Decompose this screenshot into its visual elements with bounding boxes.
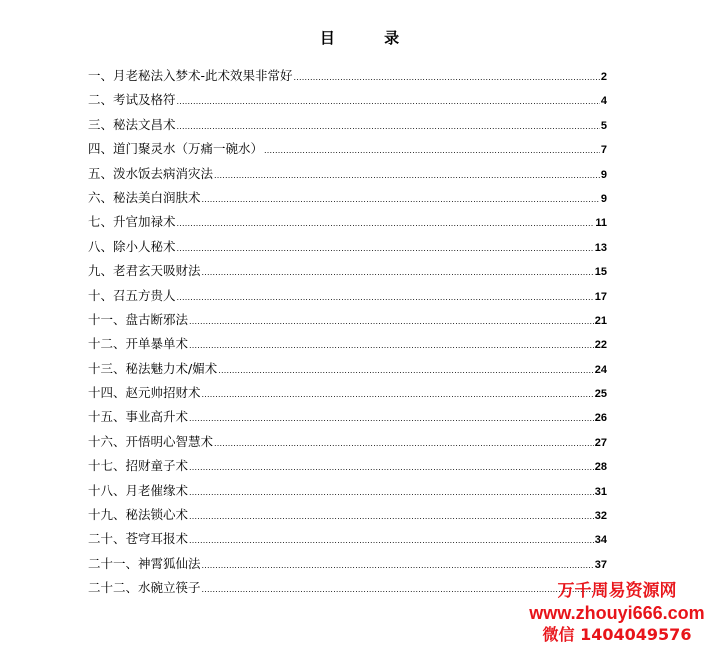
toc-entry[interactable] bbox=[88, 286, 607, 310]
toc-entry[interactable] bbox=[88, 115, 607, 139]
toc-entry[interactable] bbox=[88, 139, 607, 163]
toc-page-number: 37 bbox=[594, 558, 607, 571]
toc-entry-title: 二十、苍穹耳报术 bbox=[88, 531, 189, 547]
toc-leader-dots bbox=[218, 361, 594, 381]
page-title: 目 录 bbox=[319, 29, 422, 47]
toc-entry-title: 十三、秘法魅力术/媚术 bbox=[88, 360, 218, 376]
table-of-contents bbox=[88, 66, 607, 603]
toc-entry[interactable] bbox=[88, 237, 607, 261]
toc-leader-dots bbox=[214, 166, 600, 186]
toc-leader-dots bbox=[177, 214, 595, 234]
toc-leader-dots bbox=[202, 190, 600, 210]
toc-entry[interactable] bbox=[88, 554, 607, 578]
toc-entry-title: 五、泼水饭去病消灾法 bbox=[88, 165, 214, 181]
toc-entry[interactable] bbox=[88, 66, 607, 90]
toc-entry-title: 一、月老秘法入梦术-此术效果非常好 bbox=[88, 68, 293, 83]
toc-leader-dots bbox=[189, 507, 594, 527]
toc-page-number: 7 bbox=[600, 144, 607, 157]
watermark-site-name: 万千周易资源网 bbox=[557, 581, 677, 601]
toc-page-number: 11 bbox=[595, 217, 607, 230]
toc-entry-title: 七、升官加禄术 bbox=[88, 214, 176, 230]
toc-entry[interactable] bbox=[88, 432, 607, 456]
toc-leader-dots bbox=[202, 385, 594, 405]
toc-leader-dots bbox=[202, 263, 594, 283]
watermark-url: www.zhouyi666.com bbox=[529, 603, 705, 623]
toc-page-number: 9 bbox=[600, 192, 607, 205]
toc-page-number: 28 bbox=[594, 461, 607, 474]
toc-page-number: 5 bbox=[600, 119, 607, 132]
toc-entry[interactable] bbox=[88, 407, 607, 431]
toc-entry-title: 十七、招财童子术 bbox=[88, 458, 189, 474]
toc-entry[interactable] bbox=[88, 505, 607, 529]
toc-entry-title: 十四、赵元帅招财术 bbox=[88, 385, 201, 401]
toc-leader-dots bbox=[189, 531, 594, 551]
toc-entry[interactable] bbox=[88, 188, 607, 212]
toc-entry-title: 二十二、水碗立筷子 bbox=[88, 580, 201, 596]
toc-entry[interactable] bbox=[88, 481, 607, 505]
watermark-wechat: 微信 1404049576 bbox=[542, 625, 692, 644]
toc-entry-title: 九、老君玄天吸财法 bbox=[88, 263, 201, 279]
toc-entry-title: 十二、开单暴单术 bbox=[88, 336, 189, 352]
toc-leader-dots bbox=[177, 239, 594, 259]
toc-page-number: 2 bbox=[600, 71, 607, 83]
toc-entry[interactable] bbox=[88, 456, 607, 480]
toc-leader-dots bbox=[294, 68, 600, 88]
toc-page-number: 21 bbox=[594, 314, 607, 327]
toc-page-number: 25 bbox=[594, 388, 607, 401]
toc-leader-dots bbox=[189, 312, 594, 332]
toc-entry[interactable] bbox=[88, 334, 607, 358]
toc-entry[interactable] bbox=[88, 212, 607, 236]
toc-leader-dots bbox=[202, 556, 594, 576]
toc-entry[interactable] bbox=[88, 164, 607, 188]
toc-entry[interactable] bbox=[88, 529, 607, 553]
toc-entry-title: 六、秘法美白润肤术 bbox=[88, 189, 201, 205]
toc-page-number: 26 bbox=[594, 412, 607, 425]
toc-entry-title: 十九、秘法锁心术 bbox=[88, 507, 189, 523]
toc-page-number: 4 bbox=[600, 95, 607, 108]
toc-leader-dots bbox=[189, 458, 594, 478]
toc-leader-dots bbox=[214, 434, 594, 454]
toc-entry-title: 十六、开悟明心智慧术 bbox=[88, 433, 214, 449]
toc-page-number: 17 bbox=[594, 290, 607, 303]
toc-leader-dots bbox=[264, 141, 600, 161]
toc-page-number: 13 bbox=[594, 241, 607, 254]
toc-entry[interactable] bbox=[88, 261, 607, 285]
toc-entry[interactable] bbox=[88, 310, 607, 334]
watermark bbox=[527, 580, 707, 646]
toc-page-number: 22 bbox=[594, 339, 607, 352]
toc-page-number: 31 bbox=[594, 485, 607, 498]
toc-entry-title: 二十一、神霄狐仙法 bbox=[88, 555, 201, 571]
toc-entry[interactable] bbox=[88, 90, 607, 114]
toc-entry[interactable] bbox=[88, 359, 607, 383]
toc-leader-dots bbox=[177, 117, 600, 137]
toc-leader-dots bbox=[177, 288, 594, 308]
toc-entry-title: 十五、事业高升术 bbox=[88, 409, 189, 425]
toc-entry-title: 十一、盘古断邪法 bbox=[88, 311, 189, 327]
toc-entry-title: 十八、月老催缘术 bbox=[88, 482, 189, 498]
toc-page-number: 27 bbox=[594, 436, 607, 449]
toc-leader-dots bbox=[189, 483, 594, 503]
toc-page-number: 32 bbox=[594, 510, 607, 523]
toc-entry-title: 四、道门聚灵水（万痛一碗水） bbox=[88, 141, 264, 157]
toc-entry-title: 二、考试及格符 bbox=[88, 92, 176, 108]
toc-entry-title: 十、召五方贵人 bbox=[88, 287, 176, 303]
toc-leader-dots bbox=[177, 92, 600, 112]
toc-page-number: 9 bbox=[600, 168, 607, 181]
toc-leader-dots bbox=[189, 409, 594, 429]
toc-page-number: 15 bbox=[594, 266, 607, 279]
toc-entry-title: 八、除小人秘术 bbox=[88, 238, 176, 254]
toc-entry[interactable] bbox=[88, 383, 607, 407]
toc-entry-title: 三、秘法文昌术 bbox=[88, 116, 176, 132]
toc-leader-dots bbox=[189, 336, 594, 356]
toc-page-number: 34 bbox=[594, 534, 607, 547]
toc-page-number: 24 bbox=[594, 363, 607, 376]
